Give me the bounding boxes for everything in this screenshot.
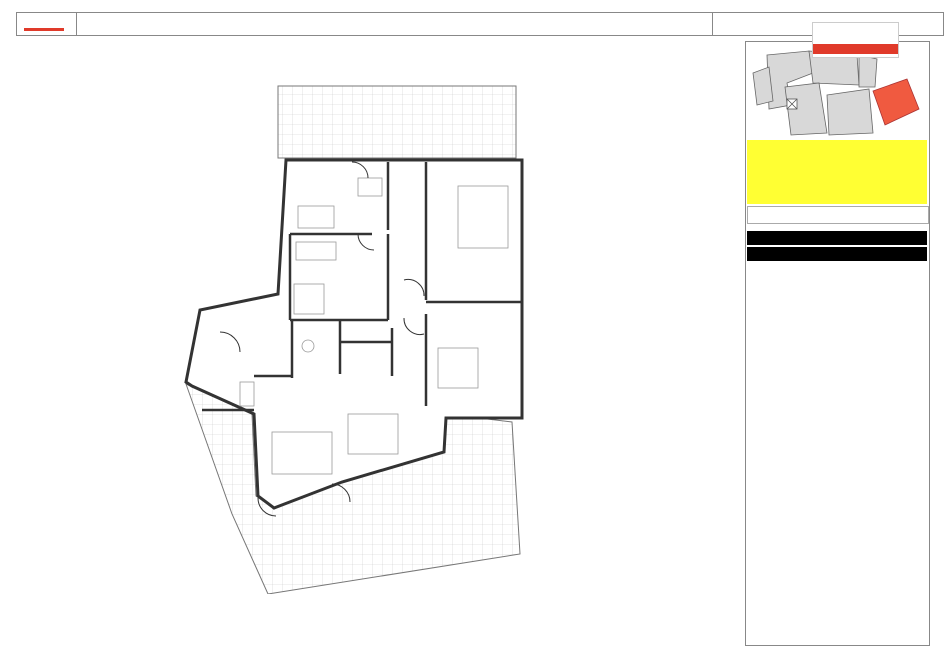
section-not-counted [747,247,927,261]
rooms-table [747,226,927,261]
sgn-small-logo [24,13,66,33]
energy-box [747,140,927,204]
floor-plan [182,84,532,594]
header-bar [16,12,944,36]
company-contact [16,41,110,53]
header-divider [712,12,713,35]
logo-sub-text [813,44,898,54]
company-info [16,41,110,53]
sgn-wohnen-logo [812,22,899,58]
terrasse-02-area [278,86,516,158]
logo-bar [24,28,64,31]
header-divider [76,12,77,35]
living-area-total [747,206,929,224]
section-counted [747,231,927,245]
